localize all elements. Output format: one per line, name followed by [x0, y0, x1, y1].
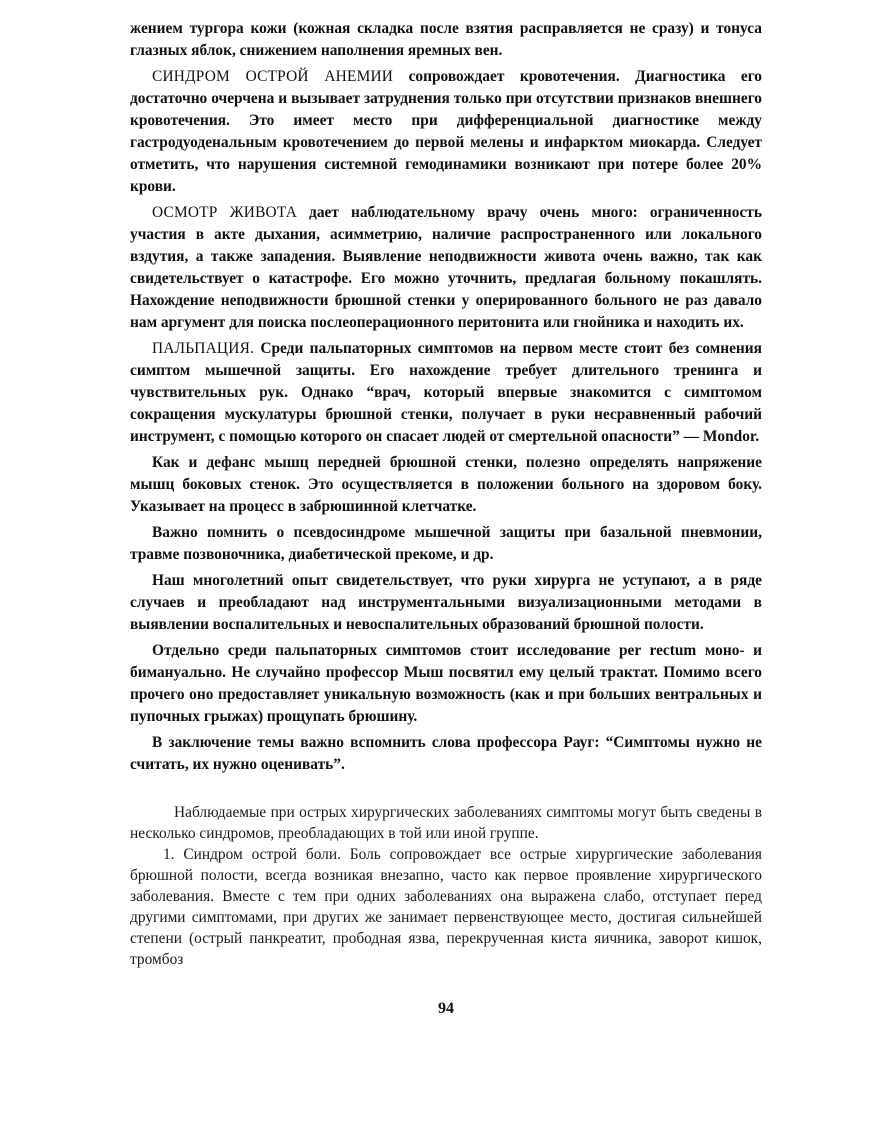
paragraph-abdomen-exam: ОСМОТР ЖИВОТА дает наблюдательному врачу очень много: ограниченность участия в акте дыхания, асимметрию, наличие распространенного или локального вздутия, а также западения. Выявление неподвижности живота очень важно, так как свидетельствует о катастрофе. Его можно уточнить, предлагая больному покашлять. Нахождение неподвижности брюшной стенки у оперированного больного не раз давало нам аргумент для поиска послеоперационного перитонита или гнойника и находить их.: [130, 204, 762, 331]
syndromes-section: [130, 802, 762, 970]
paragraph-palpation: ПАЛЬПАЦИЯ. Среди пальпаторных симптомов на первом месте стоит без сомнения симптом мышечной защиты. Его нахождение требует длительного тренинга и чувствительных рук. Однако “врач, который впервые знакомится с симптомом сокращения мускулатуры брюшной стенки, получает в руки несравненный рабочий инструмент, с помощью которого он спасает людей от смертельной опасности” — Mondor.: [130, 340, 762, 445]
syndromes-intro: Наблюдаемые при острых хирургических заболеваниях симптомы могут быть сведены в несколько синдромов, преобладающих в той или иной группе.: [130, 804, 762, 842]
paragraph-conclusion: В заключение темы важно вспомнить слова профессора Рауг: “Симптомы нужно не считать, их нужно оценивать”.: [130, 734, 762, 773]
page-body: [130, 18, 762, 970]
paragraph-experience: Наш многолетний опыт свидетельствует, что руки хирурга не уступают, а в ряде случаев и преобладают над инструментальными визуализационными методами в выявлении воспалительных и невоспалительных образований брюшной полости.: [130, 572, 762, 633]
paragraph-pseudosyndrome: Важно помнить о псевдосиндроме мышечной защиты при базальной пневмонии, травме позвоночника, диабетической прекоме, и др.: [130, 524, 762, 563]
paragraph-lateral-muscles: Как и дефанс мышц передней брюшной стенки, полезно определять напряжение мышц боковых стенок. Это осуществляется в положении больного на здоровом боку. Указывает на процесс в забрюшинной клетчатке.: [130, 454, 762, 515]
syndrome-acute-pain: 1. Синдром острой боли. Боль сопровождает все острые хирургические заболевания брюшной полости, всегда возникая внезапно, часто как первое проявление хирургического заболевания. Вместе с тем при одних заболеваниях она выражена слабо, отступает перед другими симптомами, при других же занимает первенствующее место, достигая сильнейшей степени (острый панкреатит, прободная язва, перекрученная киста яичника, заворот кишок, тромбоз: [130, 846, 762, 968]
page-number: 94: [438, 1000, 454, 1017]
paragraph-1: жением тургора кожи (кожная складка после взятия расправляется не сразу) и тонуса глазных яблок, снижением наполнения яремных вен.: [130, 20, 762, 59]
paragraph-acute-anemia: СИНДРОМ ОСТРОЙ АНЕМИИ сопровождает кровотечения. Диагностика его достаточно очерчена и вызывает затруднения только при отсутствии признаков внешнего кровотечения. Это имеет место при дифференциальной диагностике между гастродуоденальным кровотечением до первой мелены и инфарктом миокарда. Следует отметить, что нарушения системной гемодинамики возникают при потере более 20% крови.: [130, 68, 762, 195]
term-abdomen-exam: ОСМОТР ЖИВОТА: [152, 204, 298, 221]
term-palpation: ПАЛЬПАЦИЯ.: [152, 340, 255, 357]
term-acute-anemia: СИНДРОМ ОСТРОЙ АНЕМИИ: [152, 68, 394, 85]
paragraph-per-rectum: Отдельно среди пальпаторных симптомов стоит исследование per rectum моно- и бимануально. Не случайно профессор Мыш посвятил ему целый трактат. Помимо всего прочего оно предоставляет уникальную возможность (как и при больших вентральных и пупочных грыжах) прощупать брюшину.: [130, 642, 762, 725]
